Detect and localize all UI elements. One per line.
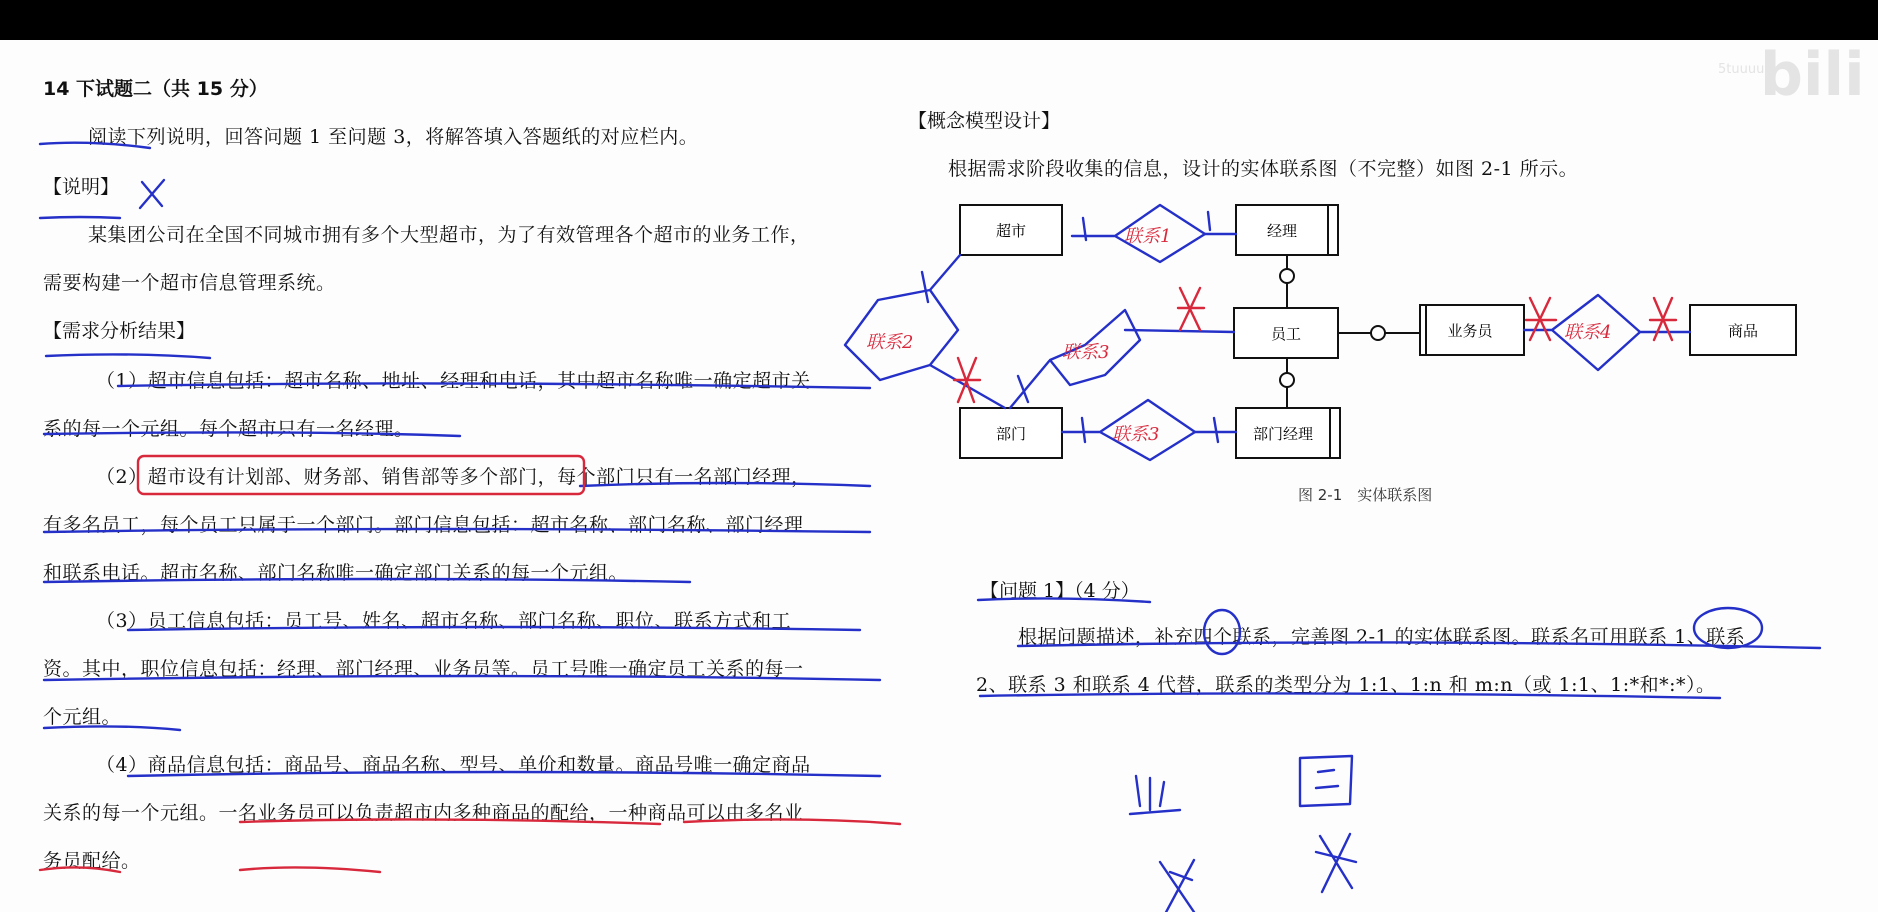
rel-dept-manager-label: 联系3 (1112, 424, 1160, 445)
entity-employee: 员工 (1270, 325, 1302, 343)
rel2-label: 联系2 (866, 332, 914, 353)
req-line-5: 和联系电话。超市名称、部门名称唯一确定部门关系的每一个元组。 (43, 562, 629, 584)
req-line-4: 有多名员工，每个员工只属于一个部门。部门信息包括：超市名称、部门名称、部门经理 (43, 514, 804, 536)
req-line-11: 务员配给。 (43, 850, 141, 872)
watermark-logo: bili (1760, 40, 1865, 110)
explain-line-1: 某集团公司在全国不同城市拥有多个大型超市，为了有效管理各个超市的业务工作， (88, 224, 810, 246)
concept-header: 【概念模型设计】 (908, 110, 1061, 132)
entity-dept-manager: 部门经理 (1252, 425, 1314, 443)
question-1-line-1: 根据问题描述，补充四个联系，完善图 2-1 的实体联系图。联系名可用联系 1、联系 (1018, 626, 1746, 648)
rel2-diamond (845, 255, 960, 380)
intro-text: 阅读下列说明，回答问题 1 至问题 3，将解答填入答题纸的对应栏内。 (88, 126, 699, 148)
entity-salesman: 业务员 (1447, 322, 1493, 340)
watermark-small: 5tuuuu (1718, 62, 1765, 77)
explain-header: 【说明】 (43, 176, 120, 198)
req-line-8: 个元组。 (43, 706, 122, 728)
req-line-3: （2）超市设有计划部、财务部、销售部等多个部门，每个部门只有一名部门经理， (96, 466, 811, 488)
req-line-2: 系的每一个元组。每个超市只有一名经理。 (43, 418, 414, 440)
figure-caption: 图 2-1 实体联系图 (1298, 486, 1433, 504)
requirements-header: 【需求分析结果】 (43, 320, 196, 342)
entity-supermarket: 超市 (995, 222, 1027, 240)
rel1-label: 联系1 (1124, 226, 1172, 247)
document-page (0, 40, 1878, 912)
question-1-line-2: 2、联系 3 和联系 4 代替，联系的类型分为 1:1、1:n 和 m:n（或 1:1、1:*和*:*）。 (976, 674, 1716, 696)
entity-product: 商品 (1727, 322, 1759, 340)
req-line-9: （4）商品信息包括：商品号、商品名称、型号、单价和数量。商品号唯一确定商品 (96, 754, 811, 776)
req-line-7: 资。其中，职位信息包括：经理、部门经理、业务员等。员工号唯一确定员工关系的每一 (43, 658, 804, 680)
entity-department: 部门 (995, 425, 1027, 443)
highlight-box-red (138, 456, 584, 494)
many-mark-4 (1650, 298, 1676, 340)
req-line-10: 关系的每一个元组。一名业务员可以负责超市内多种商品的配给，一种商品可以由多名业 (43, 802, 804, 824)
concept-text: 根据需求阶段收集的信息，设计的实体联系图（不完整）如图 2-1 所示。 (948, 158, 1579, 180)
req-line-1: （1）超市信息包括：超市名称、地址、经理和电话，其中超市名称唯一确定超市关 (96, 370, 811, 392)
exam-title: 14 下试题二（共 15 分） (43, 78, 268, 100)
rel4-label: 联系4 (1564, 322, 1612, 343)
req-line-6: （3）员工信息包括：员工号、姓名、超市名称、部门名称、职位、联系方式和工 (96, 610, 792, 632)
many-mark-3 (1526, 298, 1556, 340)
many-mark-2 (954, 358, 980, 402)
many-mark-1 (1178, 288, 1204, 330)
question-1-header: 【问题 1】（4 分） (980, 580, 1140, 602)
explain-line-2: 需要构建一个超市信息管理系统。 (43, 272, 336, 294)
rel3-label: 联系3 (1062, 342, 1110, 363)
title-underline (40, 143, 150, 148)
entity-manager: 经理 (1266, 222, 1298, 240)
er-diagram (0, 40, 1878, 912)
